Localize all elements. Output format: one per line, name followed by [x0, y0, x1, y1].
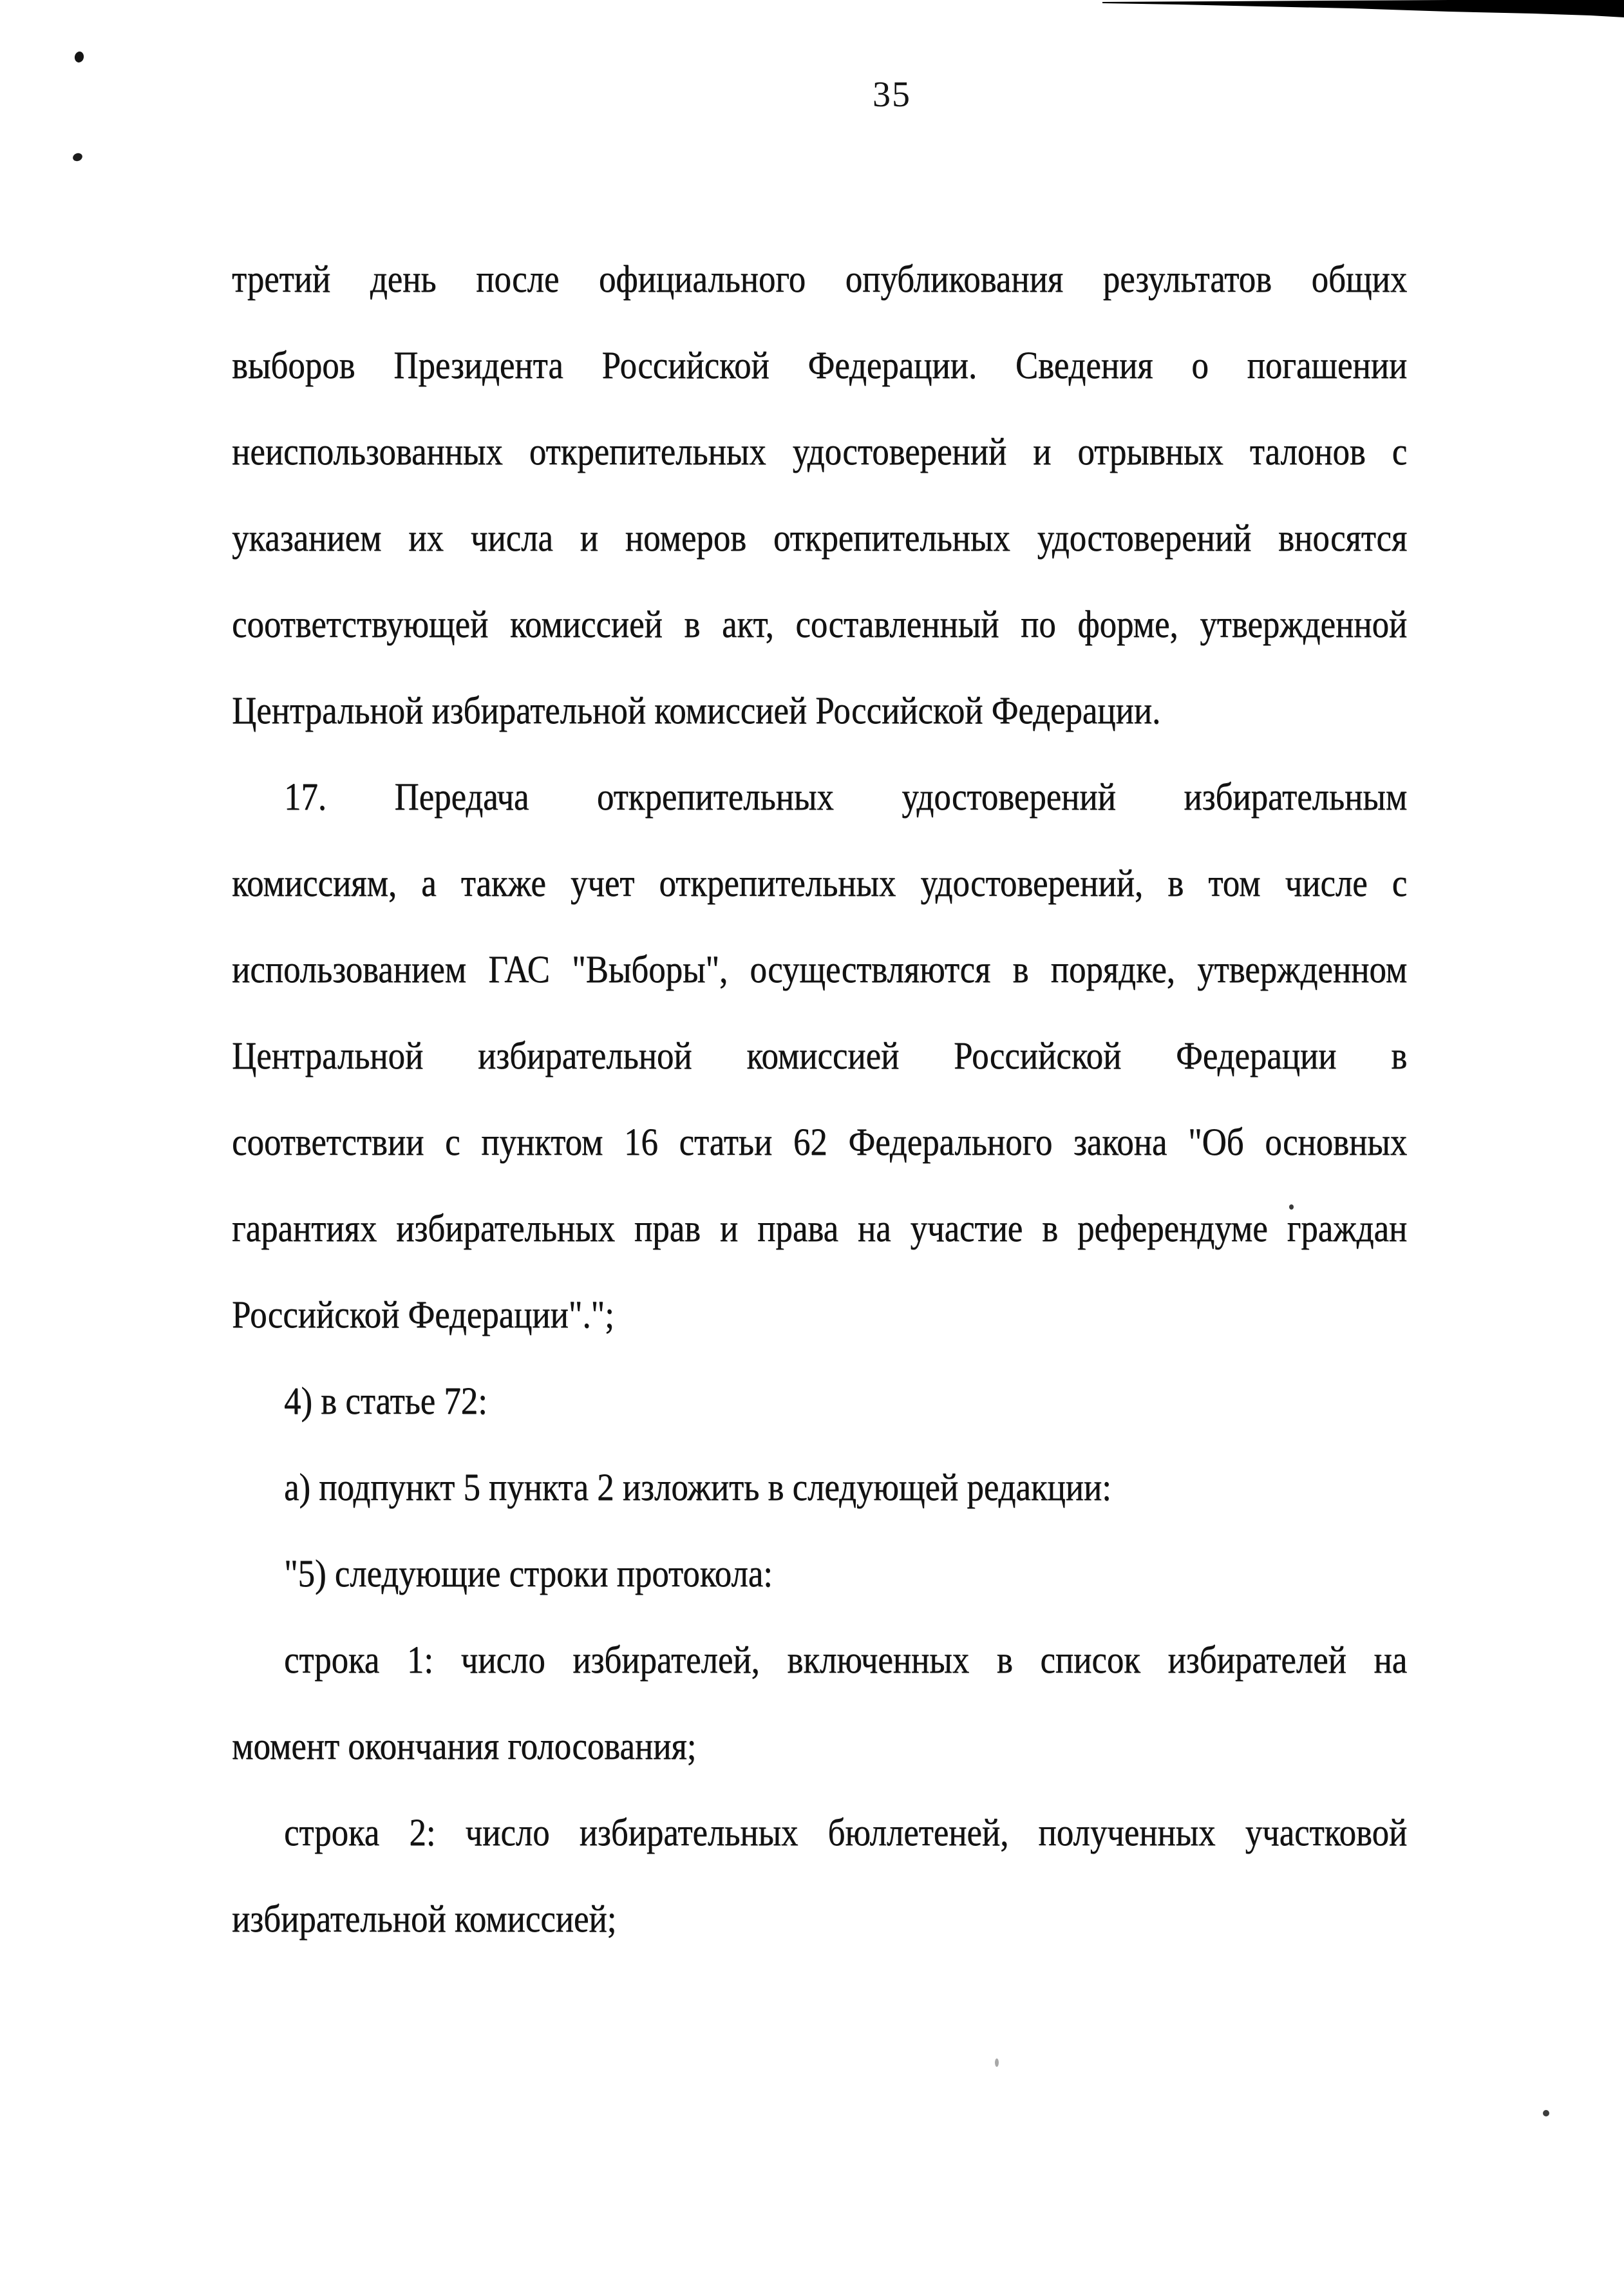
text-line: 17. Передача открепительных удостоверений избирательным: [283, 775, 1408, 818]
scan-artifact-speck: [995, 2058, 999, 2067]
text-line: Центральной избирательной комиссией Российской Федерации.: [232, 689, 1161, 732]
text-line: соответствующей комиссией в акт, составленный по форме, утвержденной: [232, 603, 1408, 645]
text-line: комиссиям, а также учет открепительных удостоверений, в том числе с: [232, 862, 1408, 904]
text-line: Российской Федерации".";: [232, 1293, 614, 1336]
scan-artifact-speck: [71, 152, 83, 162]
text-line: 4) в статье 72:: [283, 1380, 487, 1422]
text-line: строка 1: число избирателей, включенных в список избирателей на: [283, 1639, 1408, 1681]
text-line: указанием их числа и номеров открепительных удостоверений вносятся: [232, 517, 1408, 559]
text-line: третий день после официального опубликования результатов общих: [232, 258, 1408, 300]
text-line: а) подпункт 5 пункта 2 изложить в следующей редакции:: [283, 1466, 1111, 1508]
text-line: неиспользованных открепительных удостоверений и отрывных талонов с: [232, 430, 1408, 473]
document-text-block: [232, 236, 1407, 1962]
scan-artifact-speck: [1543, 2110, 1549, 2116]
text-line: строка 2: число избирательных бюллетеней, полученных участковой: [283, 1811, 1408, 1854]
text-line: гарантиях избирательных прав и права на участие в референдуме граждан: [232, 1207, 1408, 1250]
text-line: момент окончания голосования;: [232, 1725, 697, 1767]
page-number: 35: [873, 75, 911, 115]
scan-artifact-top-streak: [0, 0, 1624, 26]
text-line: соответствии с пунктом 16 статьи 62 Федерального закона "Об основных: [232, 1121, 1408, 1163]
text-line: использованием ГАС "Выборы", осуществляются в порядке, утвержденном: [232, 948, 1408, 991]
text-line: избирательной комиссией;: [232, 1897, 617, 1940]
text-line: выборов Президента Российской Федерации. Сведения о погашении: [232, 344, 1408, 386]
text-line: Центральной избирательной комиссией Российской Федерации в: [232, 1034, 1408, 1077]
scan-artifact-speck: [73, 51, 84, 64]
text-line: "5) следующие строки протокола:: [283, 1552, 773, 1595]
